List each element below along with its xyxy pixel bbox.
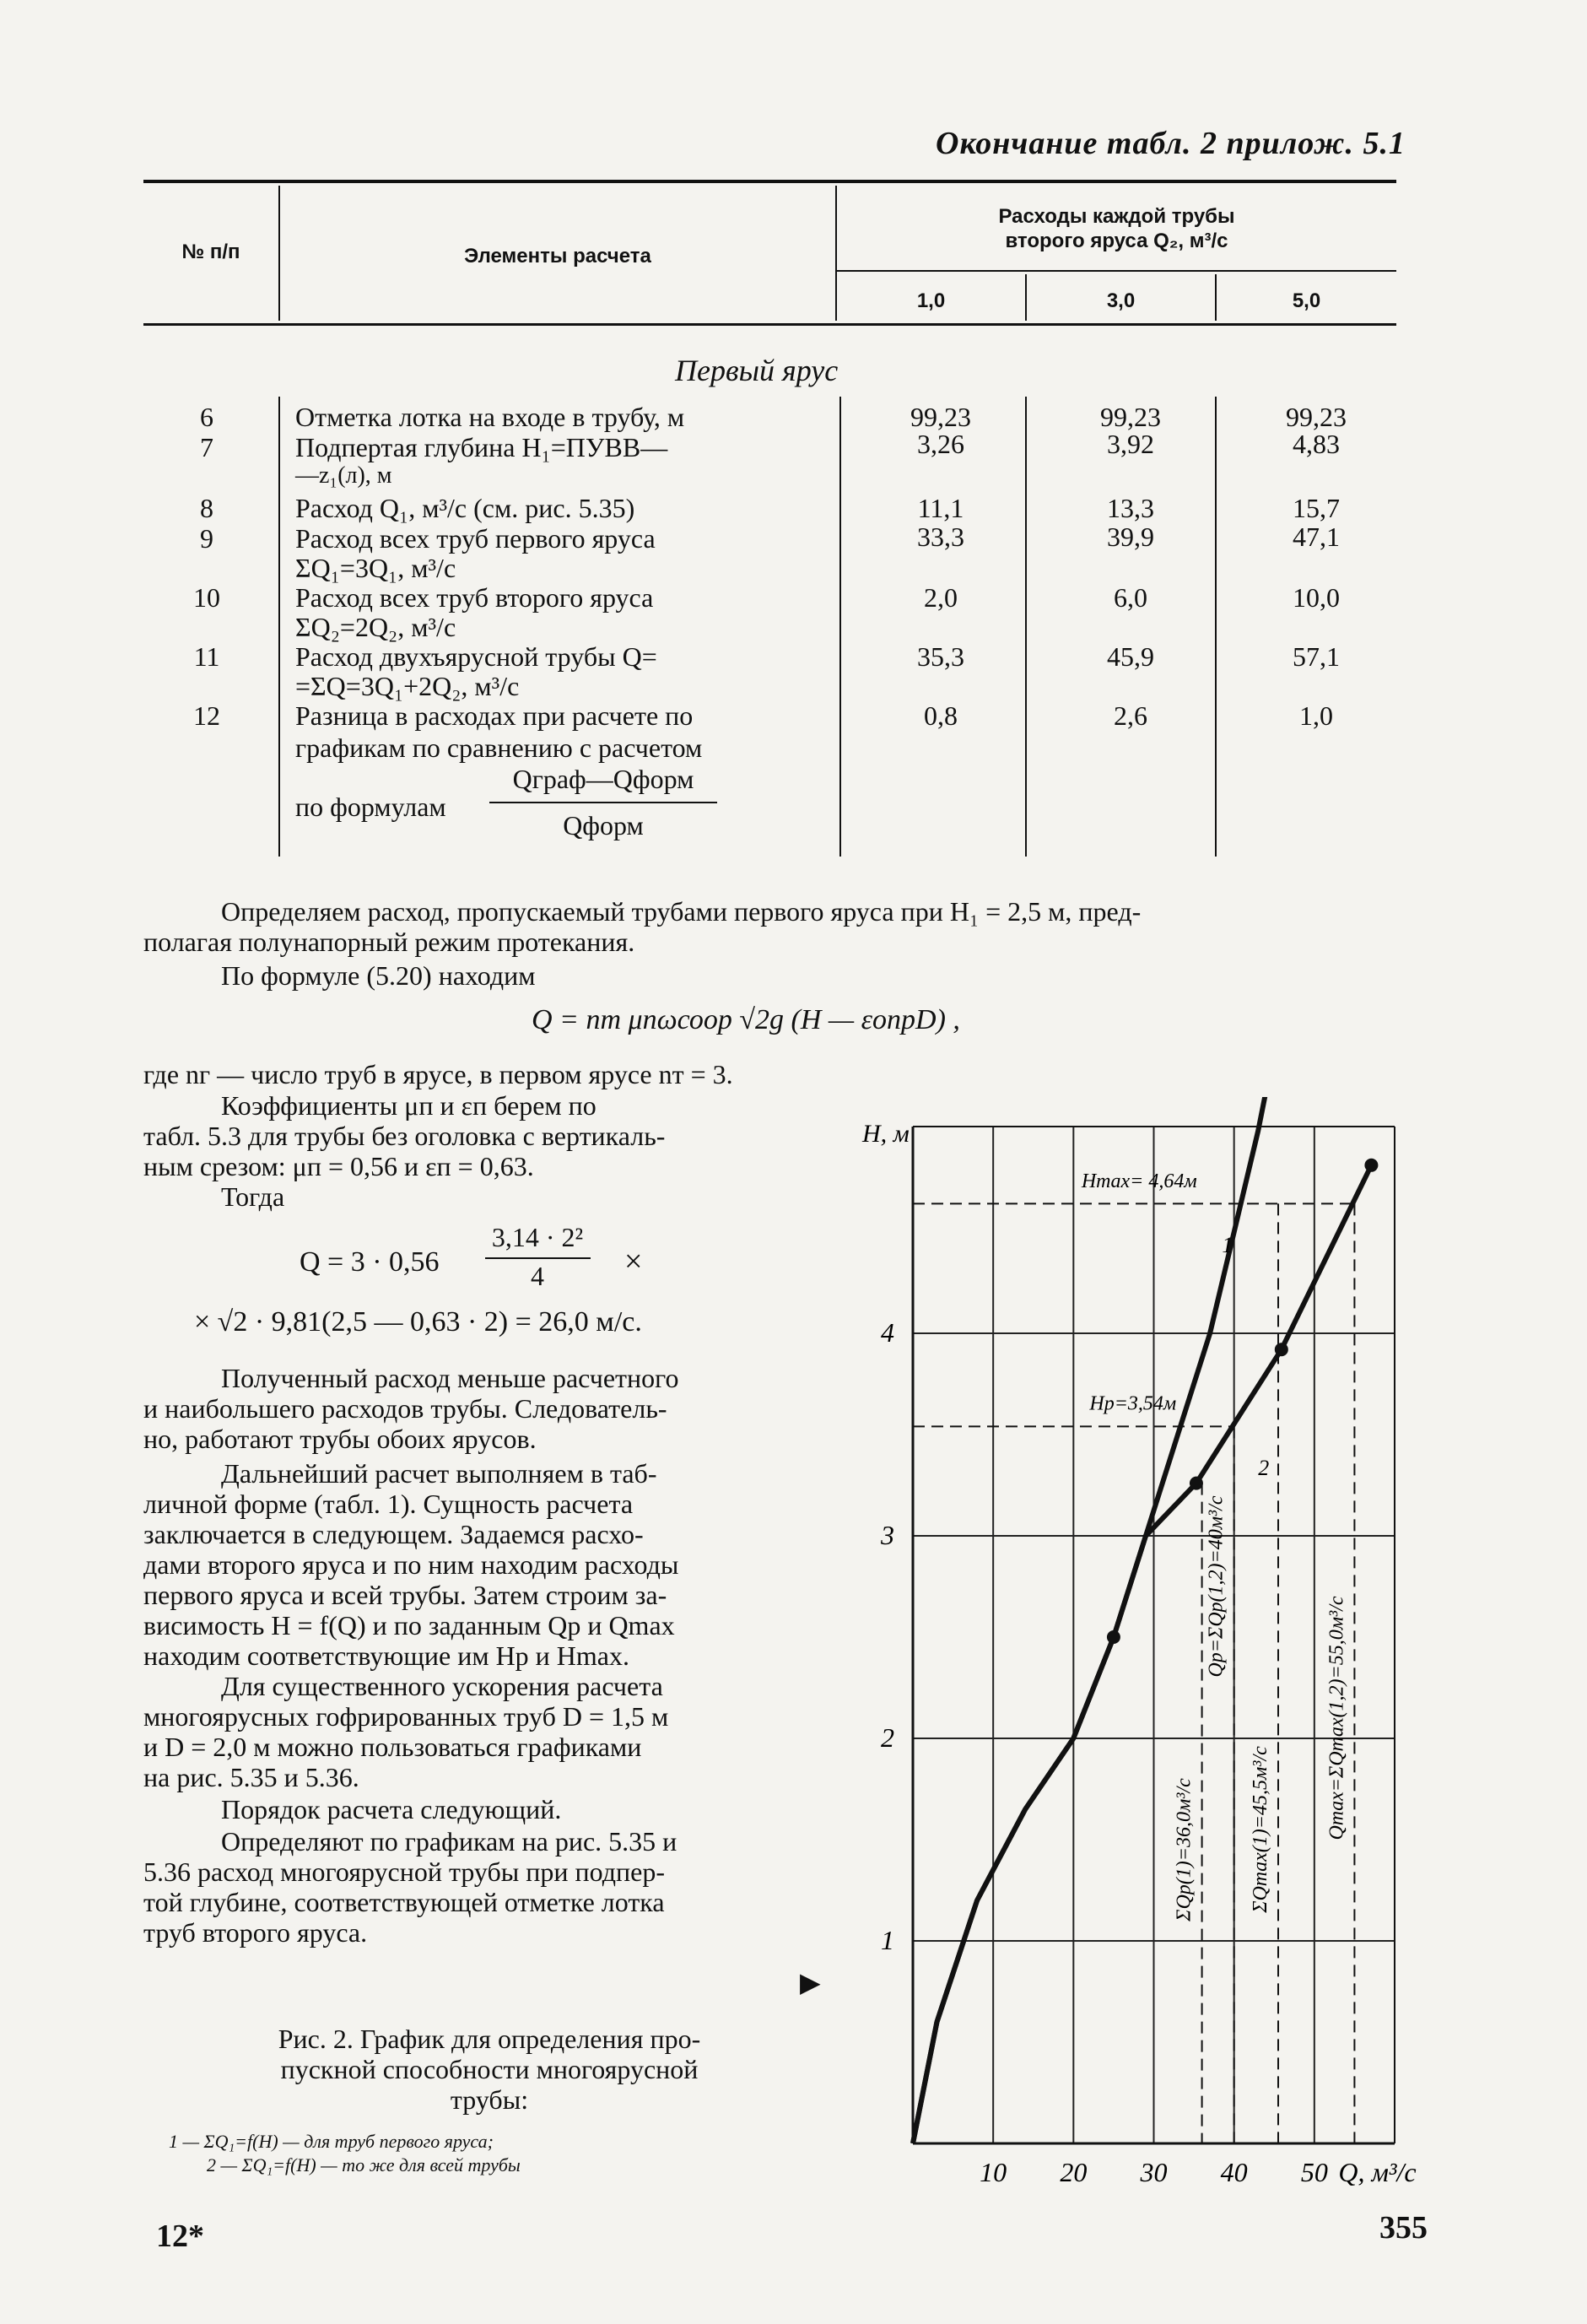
paragraph-line: и наибольшего расходов трубы. Следователь- bbox=[143, 1393, 667, 1424]
row-label: по формулам bbox=[295, 792, 446, 822]
figure-legend-line: 2 — ΣQ₁=f(H) — то же для всей трубы bbox=[207, 2154, 521, 2175]
row-value: 99,23 bbox=[1286, 402, 1347, 432]
table-header-bottom-rule bbox=[143, 323, 1396, 326]
body-vline-2 bbox=[839, 397, 841, 857]
paragraph: где nг — число труб в ярусе, в первом ярусе nт = 3. bbox=[143, 1059, 733, 1089]
paragraph-line: личной форме (табл. 1). Сущность расчета bbox=[143, 1489, 634, 1519]
paragraph-line: той глубине, соответствующей отметке лотка bbox=[143, 1887, 665, 1917]
section-title: Первый ярус bbox=[675, 354, 839, 387]
col-elements-header: Элементы расчета bbox=[464, 245, 651, 268]
row-value: 2,0 bbox=[924, 582, 958, 613]
row-value: 3,26 bbox=[917, 429, 964, 459]
x-tick-label: 40 bbox=[1220, 2157, 1248, 2187]
paragraph-line: на рис. 5.35 и 5.36. bbox=[143, 1762, 359, 1792]
figure-legend-line: 1 — ΣQ₁=f(H) — для труб первого яруса; bbox=[169, 2131, 494, 2152]
paragraph: Порядок расчета следующий. bbox=[221, 1794, 562, 1824]
formula-2a: Q = 3 · 0,56 bbox=[300, 1246, 440, 1278]
q-p12-label: Qp=ΣQp(1,2)=40м³/с bbox=[1205, 1495, 1228, 1678]
row-num: 8 bbox=[200, 493, 213, 523]
paragraph-line: Коэффициенты μп и εп берем по bbox=[221, 1090, 596, 1121]
page-number: 355 bbox=[1379, 2210, 1428, 2246]
paragraph-line: Дальнейший расчет выполняем в таб- bbox=[221, 1458, 657, 1489]
x-tick-label: 30 bbox=[1140, 2157, 1168, 2187]
row-label: Расход Q₁, м³/с (см. рис. 5.35) bbox=[295, 493, 635, 523]
fraction-bar bbox=[489, 802, 717, 803]
row-value: 10,0 bbox=[1293, 582, 1340, 613]
paragraph-line: заключается в следующем. Задаемся расхо- bbox=[143, 1519, 644, 1549]
row-value: 33,3 bbox=[917, 522, 964, 552]
signature-mark: 12* bbox=[156, 2219, 204, 2254]
row-label: Подпертая глубина H₁=ПУВВ— bbox=[295, 432, 668, 462]
data-point bbox=[1190, 1477, 1203, 1490]
subcol-1: 1,0 bbox=[916, 289, 946, 312]
y-tick-label: 1 bbox=[881, 1925, 894, 1955]
col-flows-header-l2: второго яруса Q₂, м³/с bbox=[1005, 230, 1228, 252]
y-tick-label: 3 bbox=[881, 1520, 894, 1550]
body-vline-4 bbox=[1215, 397, 1217, 857]
y-tick-label: 2 bbox=[881, 1722, 894, 1753]
row-num: 12 bbox=[193, 700, 220, 731]
row-label: Расход двухъярусной трубы Q= bbox=[295, 641, 657, 672]
row-value: 99,23 bbox=[1100, 402, 1161, 432]
subcol-3: 5,0 bbox=[1292, 289, 1321, 312]
row-label: Расход всех труб второго яруса bbox=[295, 582, 654, 613]
chart-labels bbox=[861, 1120, 1417, 2187]
paragraph-line: но, работают трубы обоих ярусов. bbox=[143, 1424, 537, 1454]
data-point bbox=[1107, 1630, 1120, 1644]
formula-2b: × √2 · 9,81(2,5 — 0,63 · 2) = 26,0 м/с. bbox=[194, 1306, 642, 1338]
row-value: 3,92 bbox=[1107, 429, 1154, 459]
row-value: 15,7 bbox=[1293, 493, 1340, 523]
chart bbox=[844, 1097, 1434, 2194]
row-label: Расход всех труб первого яруса bbox=[295, 523, 656, 554]
chart-curves bbox=[913, 1097, 1378, 2143]
row-value: 13,3 bbox=[1107, 493, 1154, 523]
fraction-denominator: Qформ bbox=[563, 810, 644, 840]
col-flows-header-l1: Расходы каждой трубы bbox=[998, 205, 1235, 228]
y-axis-label: H, м bbox=[862, 1120, 910, 1148]
subcol-2: 3,0 bbox=[1106, 289, 1136, 312]
paragraph-line: висимость H = f(Q) и по заданным Qp и Qmax bbox=[143, 1610, 675, 1640]
formula-2-bar bbox=[485, 1257, 591, 1259]
paragraph-line: полагая полунапорный режим протекания. bbox=[143, 927, 635, 957]
paragraph-line: и D = 2,0 м можно пользоваться графиками bbox=[143, 1732, 642, 1762]
row-label: Отметка лотка на входе в трубу, м bbox=[295, 402, 685, 432]
table-top-rule bbox=[143, 180, 1396, 183]
formula-2-denominator: 4 bbox=[531, 1261, 544, 1291]
row-value: 47,1 bbox=[1293, 522, 1340, 552]
row-value: 39,9 bbox=[1107, 522, 1154, 552]
row-value: 2,6 bbox=[1114, 700, 1147, 731]
paragraph-line: первого яруса и всей трубы. Затем строим за- bbox=[143, 1580, 667, 1610]
data-point bbox=[1275, 1343, 1288, 1356]
series-2-line bbox=[913, 1165, 1371, 2143]
figure-caption-line: пускной способности многоярусной bbox=[280, 2054, 699, 2084]
row-num: 11 bbox=[193, 641, 220, 672]
data-point bbox=[1364, 1159, 1378, 1172]
row-value: 11,1 bbox=[917, 493, 964, 523]
figure-caption-line: Рис. 2. График для определения про- bbox=[278, 2024, 701, 2054]
hp-label: Hp=3,54м bbox=[1089, 1392, 1177, 1415]
table-subheader-rule bbox=[835, 270, 1396, 272]
row-value: 6,0 bbox=[1114, 582, 1147, 613]
row-value: 57,1 bbox=[1293, 641, 1340, 672]
body-vline-1 bbox=[278, 397, 280, 857]
row-value: 35,3 bbox=[917, 641, 964, 672]
row-label: ΣQ₂=2Q₂, м³/с bbox=[295, 612, 456, 642]
continuation-header: Окончание табл. 2 прилож. 5.1 bbox=[936, 126, 1406, 161]
paragraph-line: Для существенного ускорения расчета bbox=[221, 1671, 663, 1701]
paragraph-line: табл. 5.3 для трубы без оголовка с вертикаль- bbox=[143, 1121, 666, 1151]
paragraph-line: находим соответствующие им Hр и Hmax. bbox=[143, 1640, 629, 1671]
row-label: графикам по сравнению с расчетом bbox=[295, 732, 703, 763]
paragraph-line: Определяют по графикам на рис. 5.35 и bbox=[221, 1826, 677, 1856]
row-value: 1,0 bbox=[1299, 700, 1333, 731]
hmax-label: Hmax= 4,64м bbox=[1081, 1170, 1197, 1192]
row-label: —z₁(л), м bbox=[295, 462, 392, 489]
formula-2-times: × bbox=[624, 1244, 643, 1279]
x-tick-label: 50 bbox=[1300, 2157, 1328, 2187]
paragraph-line: многоярусных гофрированных труб D = 1,5 м bbox=[143, 1701, 669, 1732]
row-value: 0,8 bbox=[924, 700, 958, 731]
figure-caption-line: трубы: bbox=[450, 2084, 529, 2115]
x-tick-label: 20 bbox=[1060, 2157, 1088, 2187]
fraction-numerator: Qграф—Qформ bbox=[512, 764, 694, 794]
q-max1-label: ΣQmax(1)=45,5м³/с bbox=[1250, 1746, 1272, 1913]
paragraph-line: дами второго яруса и по ним находим расходы bbox=[143, 1549, 679, 1580]
q-max12-label: Qmax=ΣQmax(1,2)=55,0м³/с bbox=[1325, 1596, 1348, 1840]
row-value: 99,23 bbox=[910, 402, 971, 432]
row-label: =ΣQ=3Q₁+2Q₂, м³/с bbox=[295, 671, 520, 701]
paragraph-line: ным срезом: μп = 0,56 и εп = 0,63. bbox=[143, 1151, 534, 1181]
x-tick-label: 10 bbox=[980, 2157, 1007, 2187]
chart-reference-lines bbox=[913, 1203, 1354, 2143]
arrow-marker: ▶ bbox=[800, 1967, 821, 1997]
paragraph-line: Тогда bbox=[221, 1181, 285, 1212]
curve-2-label: 2 bbox=[1258, 1456, 1270, 1480]
x-axis-label: Q, м³/с bbox=[1338, 2157, 1417, 2187]
paragraph-line: Полученный расход меньше расчетного bbox=[221, 1363, 679, 1393]
body-vline-3 bbox=[1025, 397, 1027, 857]
row-label: ΣQ₁=3Q₁, м³/с bbox=[295, 553, 456, 583]
row-label: Разница в расходах при расчете по bbox=[295, 700, 694, 731]
col-num-header: № п/п bbox=[181, 241, 240, 263]
formula-main: Q = nт μпωсоор √2g (H — εопрD) , bbox=[532, 1004, 960, 1035]
curve-1-label: 1 bbox=[1222, 1233, 1233, 1257]
row-num: 9 bbox=[200, 523, 213, 554]
row-num: 6 bbox=[200, 402, 213, 432]
q-p1-label: ΣQp(1)=36,0м³/с bbox=[1173, 1778, 1196, 1921]
paragraph-line: 5.36 расход многоярусной трубы при подпер- bbox=[143, 1856, 665, 1887]
paragraph-line: Определяем расход, пропускаемый трубами первого яруса при H₁ = 2,5 м, пред- bbox=[221, 896, 1142, 927]
paragraph: По формуле (5.20) находим bbox=[221, 960, 536, 991]
row-num: 10 bbox=[193, 582, 220, 613]
row-value: 4,83 bbox=[1293, 429, 1340, 459]
row-num: 7 bbox=[200, 432, 213, 462]
row-value: 45,9 bbox=[1107, 641, 1154, 672]
y-tick-label: 4 bbox=[881, 1317, 894, 1348]
chart-grid bbox=[913, 1127, 1395, 2143]
formula-2-numerator: 3,14 · 2² bbox=[491, 1222, 584, 1252]
paragraph-line: труб второго яруса. bbox=[143, 1917, 368, 1948]
